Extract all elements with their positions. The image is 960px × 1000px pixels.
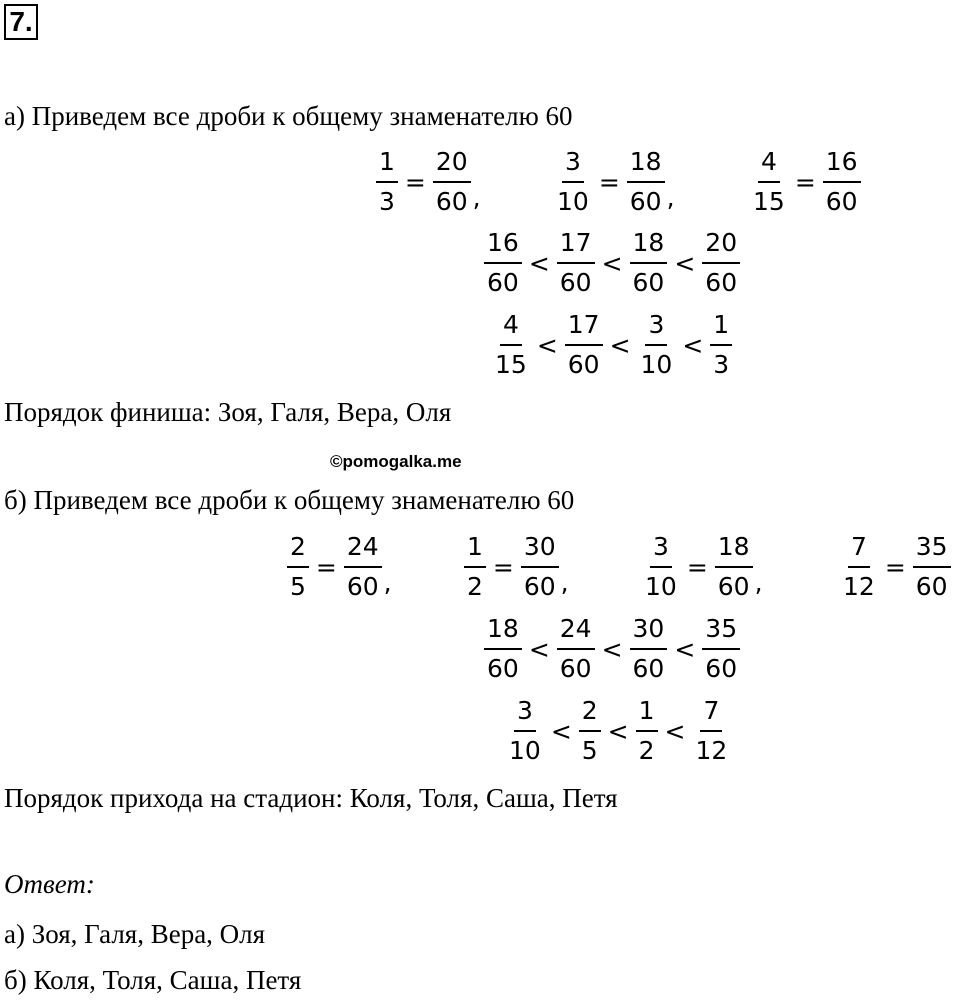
- part-b-conv-1: $\frac{2}{5}$ = $\frac{24}{60}$ ,: [285, 532, 394, 602]
- fraction: $\frac{16}{60}$: [823, 147, 861, 217]
- fraction: $\frac{30}{60}$: [630, 614, 668, 684]
- fraction: $\frac{18}{60}$: [630, 228, 668, 298]
- part-b-conv-4: $\frac{7}{12}$ = $\frac{35}{60}$: [838, 532, 953, 602]
- fraction: $\frac{7}{12}$: [843, 532, 875, 601]
- fraction: $\frac{30}{60}$: [521, 532, 559, 602]
- part-a-compare-common: $\frac{16}{60}$ < $\frac{17}{60}$ < $\frac{18}{60}$ < $\frac{20}{60}$: [482, 228, 742, 298]
- part-b-compare-common: $\frac{18}{60}$ < $\frac{24}{60}$ < $\frac{30}{60}$ < $\frac{35}{60}$: [482, 614, 742, 684]
- fraction: $\frac{2}{5}$: [579, 696, 601, 766]
- fraction: $\frac{1}{3}$: [376, 147, 398, 217]
- part-b-conv-3: $\frac{3}{10}$ = $\frac{18}{60}$ ,: [640, 532, 765, 602]
- problem-number: 7.: [4, 4, 38, 40]
- fraction: $\frac{3}{10}$: [640, 310, 673, 379]
- fraction: $\frac{35}{60}$: [702, 614, 740, 684]
- part-a-compare-original: $\frac{4}{15}$ < $\frac{17}{60}$ < $\frac{3}{10}$ < $\frac{1}{3}$: [490, 310, 734, 380]
- answer-b: б) Коля, Толя, Саша, Петя: [4, 965, 302, 995]
- part-a-conv-2: $\frac{3}{10}$ = $\frac{18}{60}$ ,: [552, 147, 677, 217]
- fraction: $\frac{3}{10}$: [645, 532, 677, 601]
- fraction: $\frac{4}{15}$: [495, 310, 527, 379]
- part-a-order: Порядок финиша: Зоя, Галя, Вера, Оля: [4, 397, 452, 427]
- fraction: $\frac{18}{60}$: [484, 614, 522, 684]
- fraction: $\frac{3}{10}$: [509, 696, 541, 765]
- fraction: $\frac{1}{3}$: [710, 310, 732, 380]
- answer-a: а) Зоя, Галя, Вера, Оля: [4, 919, 266, 949]
- part-a-conv-1: $\frac{1}{3}$ = $\frac{20}{60}$ ,: [374, 147, 483, 217]
- fraction: $\frac{16}{60}$: [484, 228, 522, 298]
- fraction: $\frac{24}{60}$: [344, 532, 382, 602]
- fraction: $\frac{20}{60}$: [702, 228, 740, 298]
- watermark: ©pomogalka.me: [330, 452, 462, 471]
- part-a-intro: а) Приведем все дроби к общему знаменателю 60: [4, 101, 573, 131]
- part-b-compare-original: $\frac{3}{10}$ < $\frac{2}{5}$ < $\frac{1}{2}$ < $\frac{7}{12}$: [504, 696, 732, 766]
- fraction: $\frac{24}{60}$: [557, 614, 595, 684]
- fraction: $\frac{20}{60}$: [433, 147, 471, 217]
- fraction: $\frac{17}{60}$: [557, 228, 595, 298]
- fraction: $\frac{2}{5}$: [287, 532, 309, 602]
- part-b-order: Порядок прихода на стадион: Коля, Толя, Саша, Петя: [4, 783, 618, 813]
- fraction: $\frac{7}{12}$: [695, 696, 728, 765]
- fraction: $\frac{1}{2}$: [636, 696, 658, 766]
- fraction: $\frac{35}{60}$: [913, 532, 951, 602]
- fraction: $\frac{18}{60}$: [715, 532, 753, 602]
- part-b-intro: б) Приведем все дроби к общему знаменателю 60: [4, 485, 575, 515]
- part-a-conv-3: $\frac{4}{15}$ = $\frac{16}{60}$: [748, 147, 863, 217]
- fraction: $\frac{17}{60}$: [565, 310, 603, 380]
- fraction: $\frac{4}{15}$: [753, 147, 785, 216]
- fraction: $\frac{3}{10}$: [557, 147, 589, 216]
- part-b-conv-2: $\frac{1}{2}$ = $\frac{30}{60}$ ,: [462, 532, 571, 602]
- fraction: $\frac{18}{60}$: [627, 147, 665, 217]
- fraction: $\frac{1}{2}$: [464, 532, 486, 602]
- answer-heading: Ответ:: [4, 869, 95, 899]
